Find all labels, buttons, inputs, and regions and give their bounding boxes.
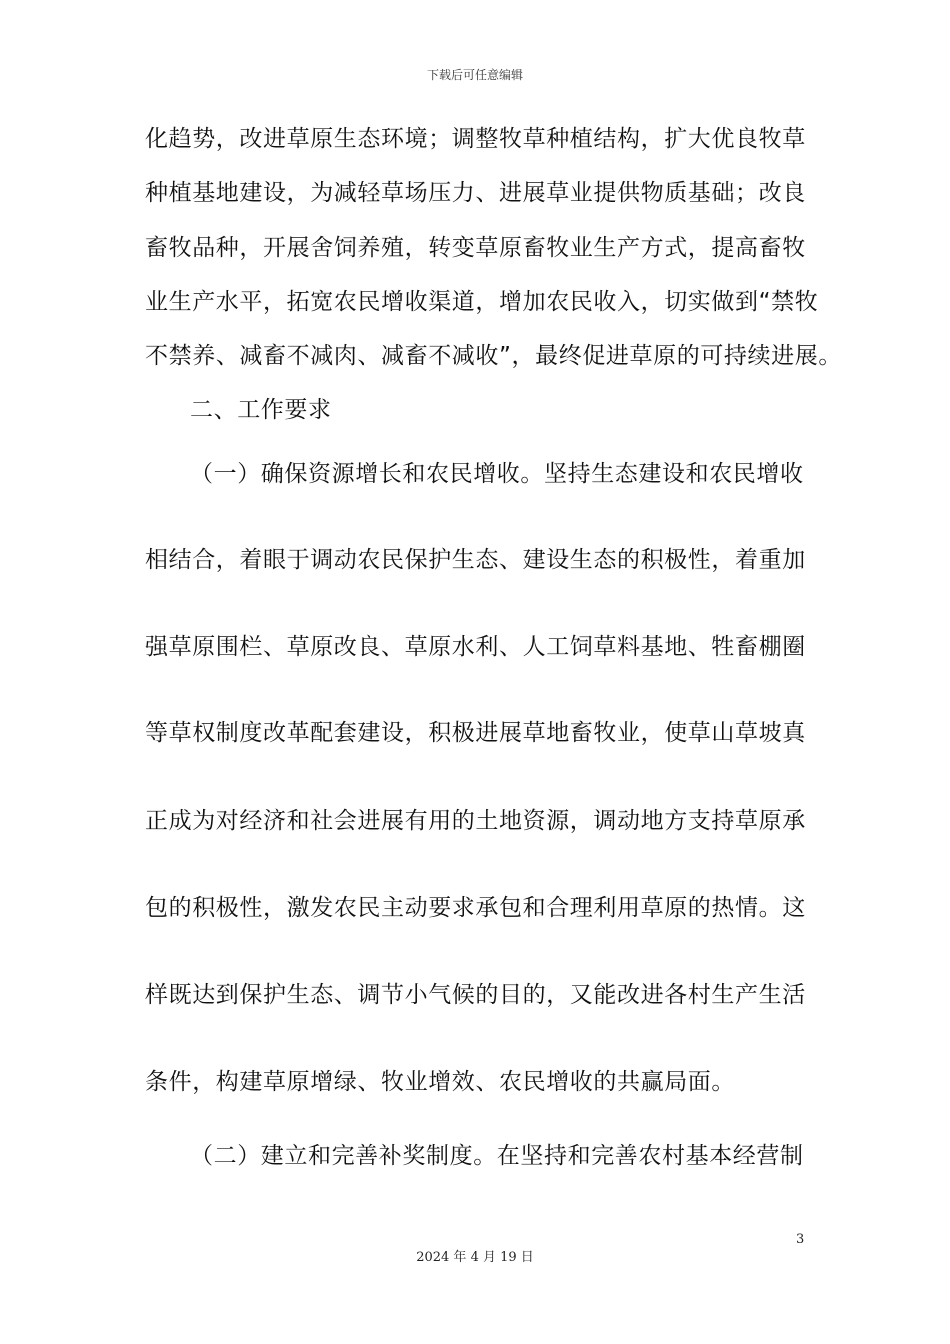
body-line: 样既达到保护生态、调节小气候的目的，又能改进各村生产生活	[145, 982, 806, 1008]
subsection-paragraph-start: （一）确保资源增长和农民增收。坚持生态建设和农民增收	[190, 461, 804, 487]
body-line: 等草权制度改革配套建设，积极进展草地畜牧业，使草山草坡真	[145, 720, 806, 746]
subsection-paragraph-start: （二）建立和完善补奖制度。在坚持和完善农村基本经营制	[190, 1143, 804, 1169]
body-line: 业生产水平，拓宽农民增收渠道，增加农民收入，切实做到“禁牧	[145, 289, 819, 315]
section-heading: 二、工作要求	[190, 397, 332, 423]
body-line: 包的积极性，激发农民主动要求承包和合理利用草原的热情。这	[145, 895, 806, 921]
body-line: 相结合，着眼于调动农民保护生态、建设生态的积极性，着重加	[145, 547, 806, 573]
footer-date: 2024 年 4 月 19 日	[416, 1250, 534, 1265]
page-header: 下载后可任意编辑	[426, 68, 523, 82]
body-line: 种植基地建设，为减轻草场压力、进展草业提供物质基础；改良	[145, 180, 806, 206]
body-line: 畜牧品种，开展舍饲养殖，转变草原畜牧业生产方式，提高畜牧	[145, 235, 806, 261]
body-line: 条件，构建草原增绿、牧业增效、农民增收的共赢局面。	[145, 1069, 735, 1095]
body-line: 不禁养、减畜不减肉、减畜不减收”，最终促进草原的可持续进展。	[145, 343, 842, 369]
body-line: 正成为对经济和社会进展有用的土地资源，调动地方支持草原承	[145, 808, 806, 834]
body-line: 强草原围栏、草原改良、草原水利、人工饲草料基地、牲畜棚圈	[145, 634, 806, 660]
page-number: 3	[796, 1232, 805, 1247]
body-line: 化趋势，改进草原生态环境；调整牧草种植结构，扩大优良牧草	[145, 126, 806, 152]
